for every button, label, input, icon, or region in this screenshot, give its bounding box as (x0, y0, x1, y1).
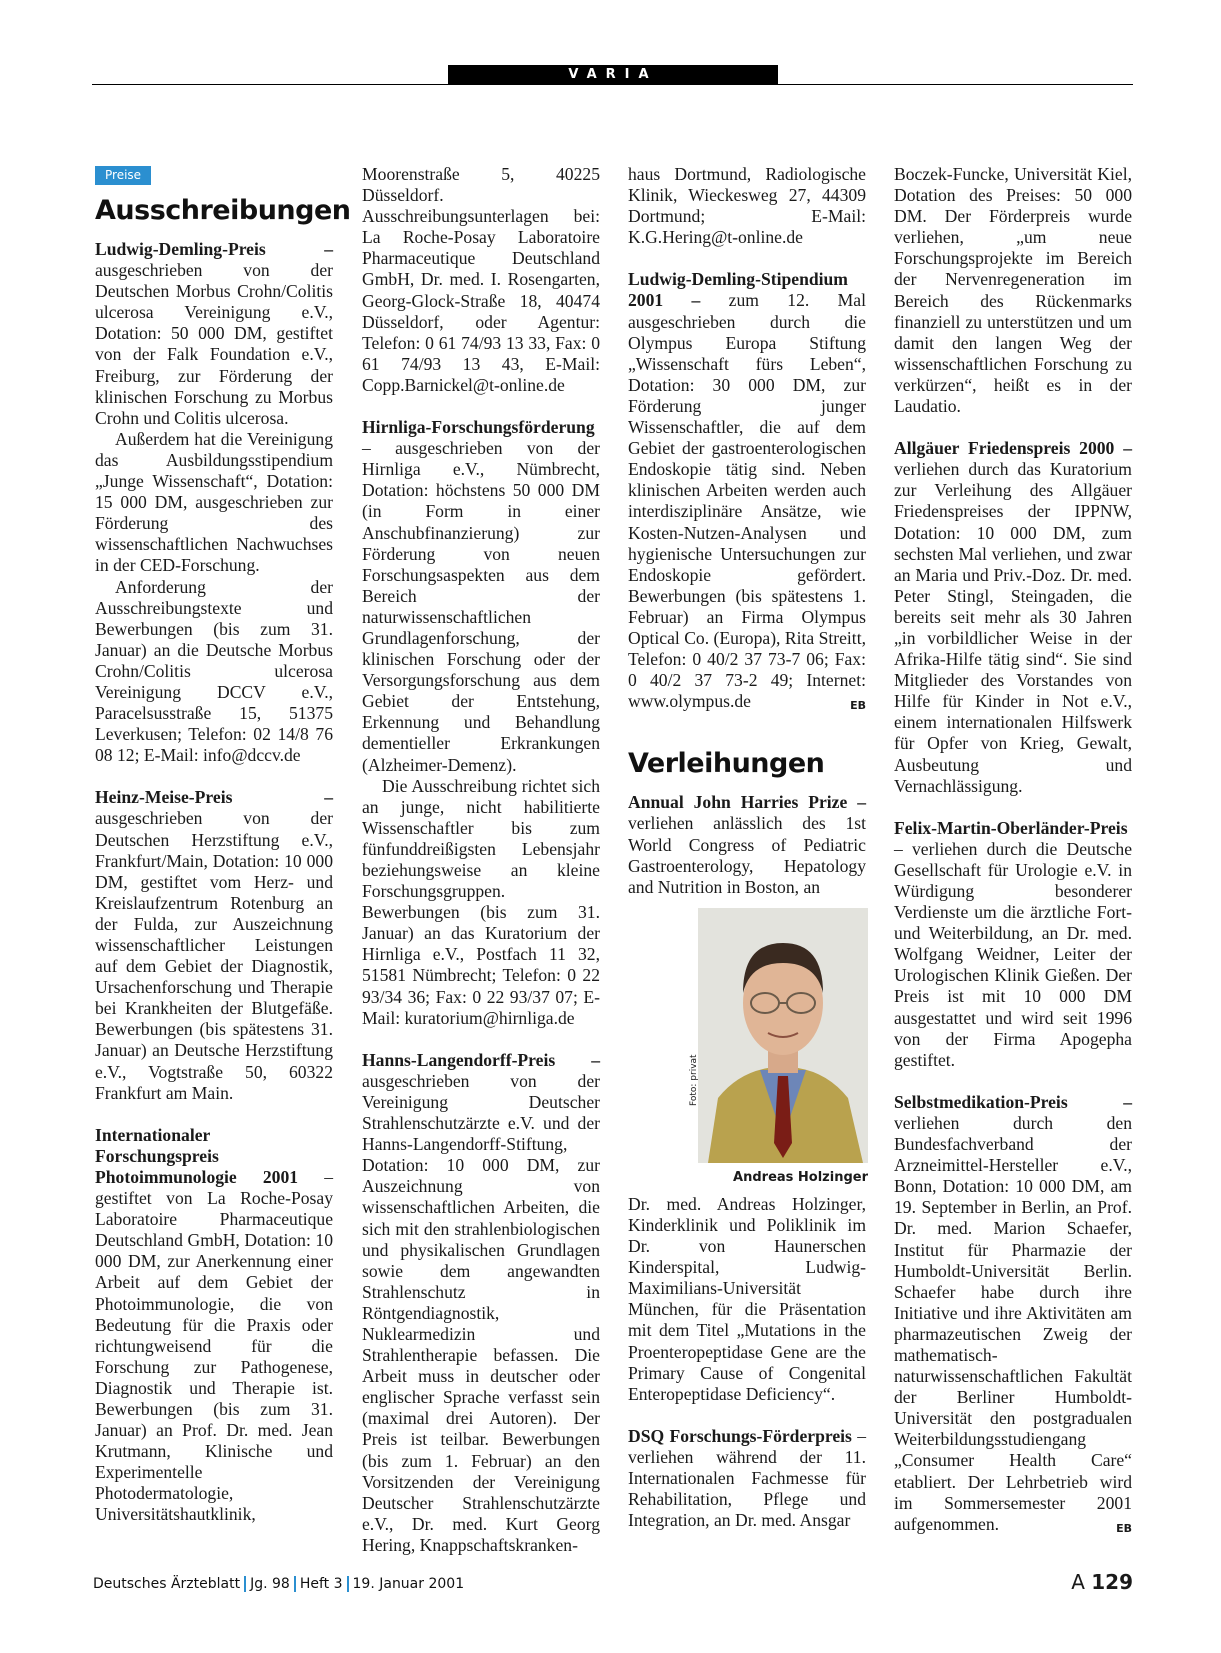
entry-heading: Heinz-Meise-Preis – (95, 787, 333, 808)
section-title-ausschreibungen: Ausschreibungen (95, 195, 351, 226)
category-tag: Preise (95, 166, 151, 185)
entry-dsq-forschungs-foerderpreis (628, 1426, 866, 1531)
page-number-value: 129 (1091, 1570, 1133, 1594)
photo-credit: Foto: privat (689, 1054, 699, 1106)
entry-heading: Hanns-Langendorff-Preis – (362, 1049, 600, 1070)
entry-text: – gestiftet von La Roche-Posay Laboratoire Pharmaceutique Deutschland GmbH, Dotation: 10 000 DM, zur Anerkennung einer Arbeit auf dem Gebiet der Photoimmunologie, die von Bedeutung für die Praxis oder richtungweisend für die Forschung zur Pathogenese, Diagnostik und Therapie ist. Bewerbungen (bis zum 31. Januar) an Prof. Dr. med. Jean Krutmann, Klinische und Experimentelle Photodermatologie, Universitätshautklinik, (95, 1166, 333, 1525)
entry-text: ausgeschrieben von der Vereinigung Deutscher Strahlenschutzärzte e.V. und der Hanns-Langendorff-Stiftung, Dotation: 10 000 DM, zur Auszeichnung von wissenschaftlichen Arbeiten, die sich mit den strahlenbiologischen und physikalischen Grundlagen sowie dem angewandten Strahlenschutz in Röntgendiagnostik, Nuklearmedizin und Strahlentherapie befassen. Die Arbeit muss in deutscher oder englischer Sprache verfasst sein (maximal drei Autoren). Der Preis ist teilbar. Bewerbungen (bis zum 1. Februar) an den Vorsitzenden der Vereinigung Deutscher Strahlenschutzärzte e.V., Dr. med. Kurt Georg Hering, Knappschaftskranken- (362, 1070, 600, 1555)
paragraph: Die Ausschreibung richtet sich an junge, nicht habilitierte Wissenschaftler bis zum fünfunddreißigsten Lebensjahr beziehungsweise an kleine Forschungsgruppen. Bewerbungen (bis zum 31. Januar) an das Kuratorium der Hirnliga e.V., Postfach 11 32, 51581 Nümbrecht; Telefon: 0 22 93/34 36; Fax: 0 22 93/37 07; E-Mail: kuratorium@hirnliga.de (362, 775, 600, 1028)
entry-hirnliga-forschungsfoerderung (362, 417, 600, 776)
journal-name: Deutsches Ärzteblatt (93, 1576, 241, 1592)
entry-text: – verliehen durch die Deutsche Gesellschaft für Urologie e.V. in Würdigung besonderer Verdienste um die ärztliche Fort- und Weiterbildung, an Dr. med. Wolfgang Weidner, Leiter der Urologischen Klinik Gießen. Der Preis ist mit 10 000 DM ausgestattet und wird seit 1996 von der Firma Apogepha gestiftet. (894, 838, 1132, 1070)
page-number (1071, 1570, 1133, 1594)
page-footer (93, 1576, 464, 1592)
entry-heading: Selbstmedikation-Preis – (894, 1091, 1132, 1112)
entry-text: verliehen durch das Kuratorium zur Verleihung des Allgäuer Friedenspreises der IPPNW, Dotation: 10 000 DM, zum sechsten Mal verliehen, und zwar an Maria und Priv.-Doz. Dr. med. Peter Stingl, Steingaden, die bereits seit mehr als 30 Jahren „in vorbildlicher Weise in der Afrika-Hilfe tätig sind“. Sie sind Mitglieder des Vorstandes von Hilfe für Kinder in Not e.V., einem internationalen Hilfswerk für Opfer von Krieg, Gewalt, Ausbeutung und Vernachlässigung. (894, 459, 1132, 796)
journal-issue: Heft 3 (299, 1576, 343, 1592)
entry-text: ausgeschrieben von der Deutschen Morbus Crohn/Colitis ulcerosa Vereinigung e.V., Dotation: 50 000 DM, gestiftet von der Falk Foundation e.V., Freiburg, zur Förderung der klinischen Forschung zu Morbus Crohn und Colitis ulcerosa. (95, 260, 333, 428)
section-header: VARIA (448, 65, 778, 85)
entry-text: zum 12. Mal ausgeschrieben durch die Olympus Europa Stiftung „Wissenschaft fürs Leben“, Dotation: 30 000 DM, zur Förderung junger Wissenschaftler, die auf dem Gebiet der gastroenterologischen Endoskopie tätig sind. Neben klinischen Arbeiten werden auch interdisziplinäre Ansätze, wie Kosten-Nutzen-Analysen und hygienische Untersuchungen zur Endoskopie gefördert. Bewerbungen (bis spätestens 1. Februar) an Firma Olympus Optical Co. (Europa), Rita Streitt, Telefon: 0 40/2 37 73-7 06; Fax: 0 40/2 37 73-2 49; Internet: www.olympus.de (628, 290, 866, 712)
entry-text: verliehen anlässlich des 1st World Congress of Pediatric Gastroenterology, Hepatology and Nutrition in Boston, an (628, 813, 866, 897)
column-1 (95, 163, 351, 1526)
paragraph: Dr. med. Andreas Holzinger, Kinderklinik und Poliklinik im Dr. von Haunerschen Kinderspital, Ludwig-Maximilians-Universität München, für die Präsentation mit dem Titel „Mutations in the Proenteropeptidase Gene are the Primary Cause of Congenital Enteropeptidase Deficiency“. (628, 1193, 866, 1404)
column-4 (894, 164, 1132, 1539)
footer-divider (294, 1576, 296, 1592)
section-title-verleihungen: Verleihungen (628, 748, 825, 780)
entry-heading: Felix-Martin-Oberländer-Preis (894, 817, 1128, 838)
photo-caption: Andreas Holzinger (733, 1169, 868, 1185)
entry-selbstmedikation-preis (894, 1092, 1132, 1535)
column-2 (362, 164, 600, 1556)
paragraph: Moorenstraße 5, 40225 Düsseldorf. Ausschreibungsunterlagen bei: La Roche-Posay Laboratoire Pharmaceutique Deutschland GmbH, Dr. med. I. Rosengarten, Georg-Glock-Straße 18, 40474 Düsseldorf, oder Agentur: Telefon: 0 61 74/93 13 33, Fax: 0 61 74/93 13 43, E-Mail: Copp.Barnickel@t-online.de (362, 164, 600, 395)
entry-heading: DSQ Forschungs-Förderpreis (628, 1425, 852, 1446)
entry-forschungspreis-photoimmunologie (95, 1125, 333, 1526)
entry-felix-martin-oberlaender-preis (894, 818, 1132, 1071)
entry-hanns-langendorff-preis (362, 1050, 600, 1556)
author-initials: EB (1116, 1521, 1132, 1535)
entry-heading: Allgäuer Friedenspreis 2000 – (894, 438, 1132, 459)
entry-allgaeuer-friedenspreis (894, 438, 1132, 797)
entry-ludwig-demling-preis (95, 239, 333, 429)
author-initials: EB (850, 699, 866, 713)
issue-date: 19. Januar 2001 (352, 1576, 465, 1592)
entry-heading: Hirnliga-Forschungsförderung (362, 417, 595, 438)
entry-heading: Annual John Harries Prize – (628, 792, 866, 813)
entry-heading: Ludwig-Demling-Preis – (95, 239, 333, 259)
footer-divider (347, 1576, 349, 1592)
entry-heading: Ludwig-Demling-Stipendium 2001 – (628, 269, 848, 311)
paragraph: haus Dortmund, Radiologische Klinik, Wieckesweg 27, 44309 Dortmund; E-Mail: K.G.Hering@t-online.de (628, 164, 866, 248)
entry-text: – verliehen während der 11. Internationalen Fachmesse für Rehabilitation, Pflege und Integration, an Dr. med. Ansgar (628, 1425, 866, 1531)
portrait-photo (698, 908, 868, 1163)
entry-text: ausgeschrieben von der Deutschen Herzstiftung e.V., Frankfurt/Main, Dotation: 10 000 DM, gestiftet vom Herz- und Kreislaufzentrum Rotenburg an der Fulda, zur Auszeichnung wissenschaftlicher Leistungen auf dem Gebiet der Diagnostik, Ursachenforschung und Therapie bei Krankheiten der Blutgefäße. Bewerbungen (bis spätestens 31. Januar) an Deutsche Herzstiftung e.V., Vogtstraße 50, 60322 Frankfurt am Main. (95, 808, 333, 1103)
paragraph: Außerdem hat die Vereinigung das Ausbildungsstipendium „Junge Wissenschaft“, Dotation: 15 000 DM, ausgeschrieben zur Förderung des wissenschaftlichen Nachwuchses in der CED-Forschung. (95, 428, 333, 576)
paragraph: Anforderung der Ausschreibungstexte und Bewerbungen (bis zum 31. Januar) an die Deutsche Morbus Crohn/Colitis ulcerosa Vereinigung DCCV e.V., Paracelsusstraße 15, 51375 Leverkusen; Telefon: 02 14/8 76 08 12; E-Mail: info@dccv.de (95, 576, 333, 766)
page-prefix: A (1071, 1570, 1085, 1594)
entry-text: verliehen durch den Bundesfachverband der Arzneimittel-Hersteller e.V., Bonn, Dotation: 10 000 DM, am 19. September in Berlin, an Prof. Dr. med. Marion Schaefer, Institut für Pharmazie der Humboldt-Universität Berlin. Schaefer habe durch ihre Initiative und ihre Aktivitäten am pharmazeutischen Zweig der mathematisch-naturwissenschaftlichen Fakultät der Berliner Humboldt-Universität den postgradualen Weiterbildungsstudiengang „Consumer Health Care“ etabliert. Der Lehrbetrieb wird im Sommersemester 2001 aufgenommen. (894, 1112, 1132, 1534)
entry-text: – ausgeschrieben von der Hirnliga e.V., Nümbrecht, Dotation: höchstens 50 000 DM (in Form in einer Anschubfinanzierung) zur Förderung von neuen Forschungsaspekten aus dem Bereich der naturwissenschaftlichen Grundlagenforschung, der klinischen Forschung oder der Versorgungsforschung aus dem Gebiet der Entstehung, Erkennung und Behandlung dementieller Erkrankungen (Alzheimer-Demenz). (362, 438, 600, 775)
entry-heinz-meise-preis (95, 787, 333, 1103)
column-3 (628, 164, 866, 1531)
entry-ludwig-demling-stipendium (628, 269, 866, 712)
entry-heading: Internationaler Forschungspreis Photoimmunologie 2001 (95, 1124, 299, 1187)
paragraph: Boczek-Funcke, Universität Kiel, Dotation des Preises: 50 000 DM. Der Förderpreis wurde verliehen, „um neue Forschungsprojekte im Bereich der Nervenregeneration im Bereich des Rückenmarks finanziell zu unterstützen und um damit den langen Weg der wissenschaftlichen Forschung zu verkürzen“, heißt es in der Laudatio. (894, 164, 1132, 417)
entry-john-harries-prize (628, 792, 866, 897)
footer-divider (244, 1576, 246, 1592)
journal-volume: Jg. 98 (250, 1576, 290, 1592)
portrait-figure (689, 908, 868, 1188)
